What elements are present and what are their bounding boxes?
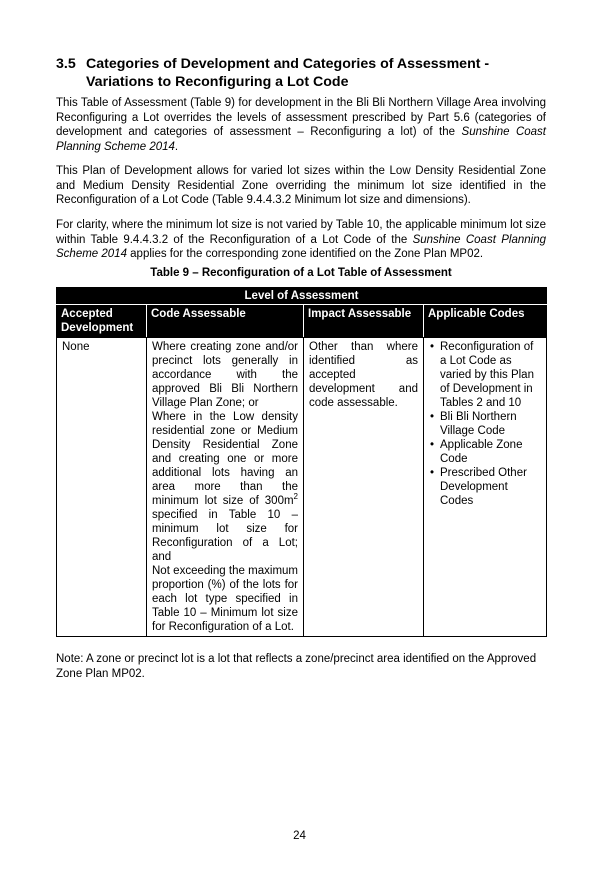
page-number: 24 — [293, 830, 306, 842]
table-caption: Table 9 – Reconfiguration of a Lot Table of Assessment — [150, 267, 452, 279]
applicable-codes-list — [429, 340, 541, 508]
list-item: • Applicable Zone Code — [440, 438, 541, 466]
list-item: • Reconfiguration of a Lot Code as varied by this Plan of Development in Tables 2 and 10 — [440, 340, 541, 410]
table-column-header-row — [57, 305, 547, 338]
clarity-paragraph-text: For clarity, where the minimum lot size is not varied by Table 10, the applicable minimum lot size within Table 9.4.4.3.2 of the Reconfiguration of a Lot Code of the — [56, 219, 546, 246]
criterion-2-text: Where in the Low density residential zone or Medium Density Residential Zone and creating one or more additional lots having an area more than the minimum lot size of 300m — [152, 411, 298, 507]
cell-applicable-codes — [424, 338, 547, 637]
intro-paragraph — [56, 96, 546, 154]
criterion-2-text-end: specified in Table 10 – minimum lot size for Reconfiguration of a Lot; and — [152, 509, 298, 563]
intro-paragraph-scheme-name: Sunshine Coast Planning Scheme 2014 — [56, 126, 546, 153]
clarity-paragraph — [56, 218, 546, 262]
section-number: 3.5 — [56, 56, 76, 72]
column-header-impact-assessable: Impact Assessable — [304, 305, 424, 338]
code-assessable-criterion-2 — [152, 410, 298, 564]
column-header-applicable-codes: Applicable Codes — [424, 305, 547, 338]
list-item: • Bli Bli Northern Village Code — [440, 410, 541, 438]
level-of-assessment-header: Level of Assessment — [57, 288, 547, 305]
clarity-paragraph-end: applies for the corresponding zone identified on the Zone Plan MP02. — [126, 248, 484, 260]
table-note: Note: A zone or precinct lot is a lot that reflects a zone/precinct area identified on the Approved Zone Plan MP02. — [56, 653, 537, 680]
assessment-table — [56, 287, 547, 637]
cell-accepted-development: None — [57, 338, 147, 637]
cell-impact-assessable: Other than where identified as accepted development and code assessable. — [304, 338, 424, 637]
table-level-header-row — [57, 288, 547, 305]
intro-paragraph-end: . — [174, 140, 179, 153]
section-title-line-1: Categories of Development and Categories of Assessment - — [86, 56, 490, 72]
section-title-line-2: Variations to Reconfiguring a Lot Code — [86, 74, 349, 90]
table-row — [57, 338, 547, 637]
clarity-paragraph-scheme-name: Sunshine Coast Planning Scheme 2014 — [56, 233, 546, 260]
code-assessable-criterion-1: Where creating zone and/or precinct lots generally in accordance with the approved Bli Bli Northern Village Plan Zone; or — [152, 341, 298, 409]
code-assessable-criterion-3: Not exceeding the maximum proportion (%) of the lots for each lot type specified in Table 10 – Minimum lot size for Reconfiguration of a Lot. — [152, 565, 298, 633]
lot-size-paragraph: This Plan of Development allows for varied lot sizes within the Low Density Residential Zone and Medium Density Residential Zone overriding the minimum lot size identified in the Reconfiguration of a Lot Code (Table 9.4.4.3.2 Minimum lot size and dimensions). — [56, 165, 546, 206]
column-header-accepted: Accepted Development — [57, 305, 147, 338]
cell-code-assessable — [147, 338, 304, 637]
criterion-2-superscript: 2 — [293, 492, 298, 502]
column-header-code-assessable: Code Assessable — [147, 305, 304, 338]
list-item: • Prescribed Other Development Codes — [440, 466, 541, 508]
intro-paragraph-text: This Table of Assessment (Table 9) for development in the Bli Bli Northern Village Area involving Reconfiguring a Lot overrides the levels of assessment prescribed by Part 5.6 (categories of development and categories of assessment – Reconfiguring a lot) of the — [56, 97, 546, 138]
